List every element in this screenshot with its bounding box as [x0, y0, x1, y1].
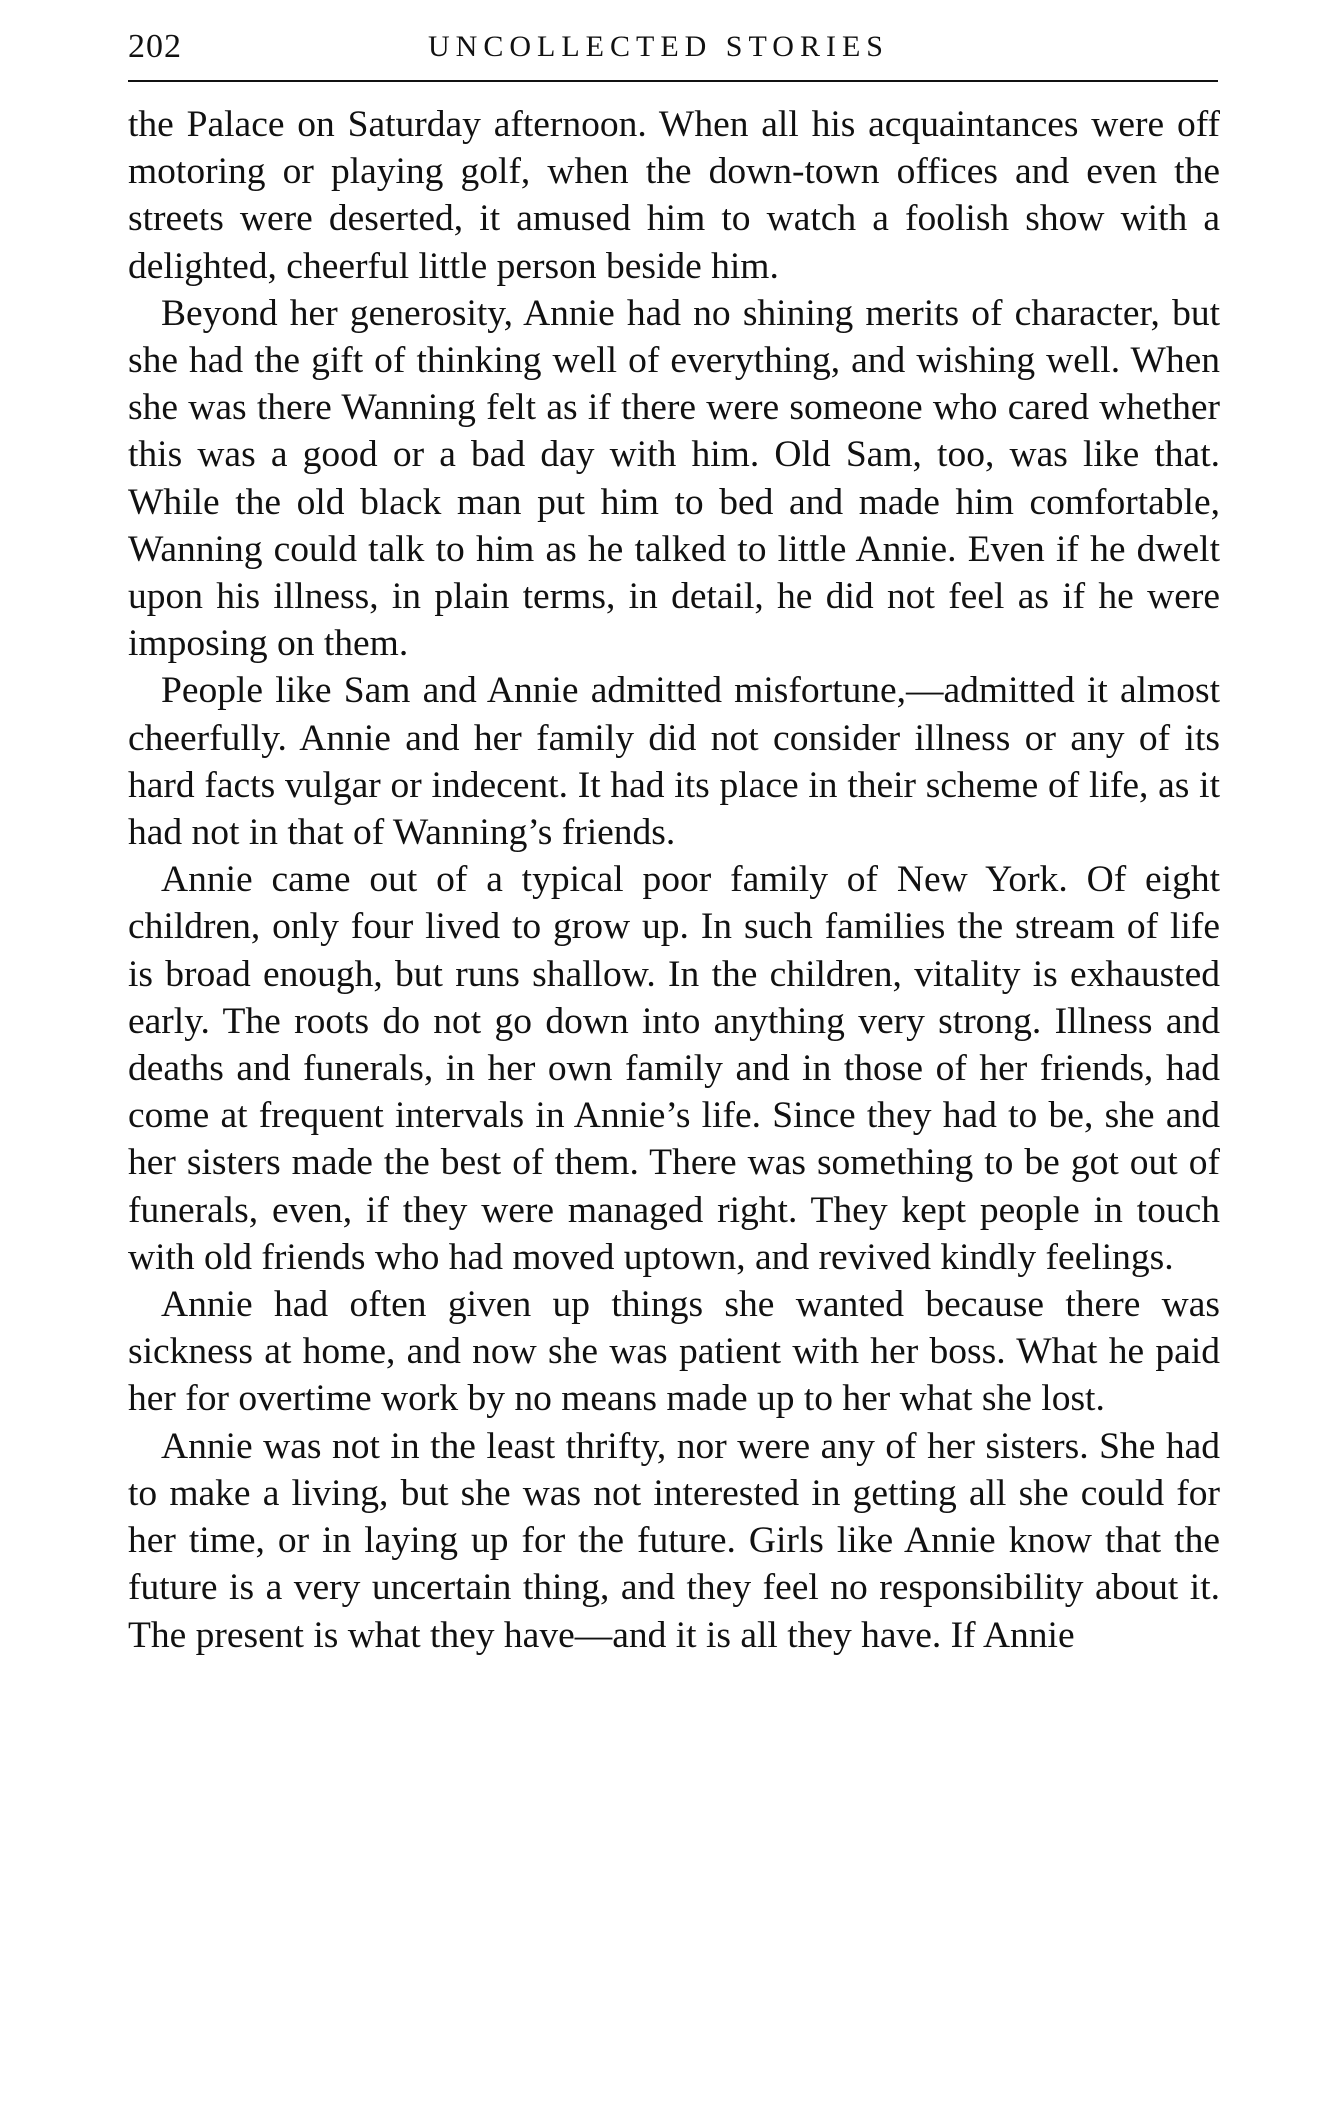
paragraph: Annie was not in the least thrifty, nor were any of her sisters. She had to make a living, but she was not interested in getting all she could for her time, or in laying up for the future. Girls like Annie know that the future is a very uncertain thing, and they feel no responsibility about it. The present is what they have—and it is all they have. If Annie	[128, 1425, 1220, 1656]
running-title: UNCOLLECTED STORIES	[428, 30, 889, 63]
paragraph: Annie came out of a typical poor family of New York. Of eight children, only four lived to grow up. In such families the stream of life is broad enough, but runs shallow. In the children, vitality is exhausted early. The roots do not go down into anything very strong. Illness and deaths and funerals, in her own family and in those of her friends, had come at frequent intervals in Annie’s life. Since they had to be, she and her sisters made the best of them. There was something to be got out of funerals, even, if they were managed right. They kept people in touch with old friends who had moved uptown, and revived kindly feelings.	[128, 859, 1220, 1278]
paragraph: Beyond her generosity, Annie had no shining merits of character, but she had the gift of thinking well of everything, and wishing well. When she was there Wanning felt as if there were someone who cared whether this was a good or a bad day with him. Old Sam, too, was like that. While the old black man put him to bed and made him comfortable, Wanning could talk to him as he talked to little Annie. Even if he dwelt upon his illness, in plain terms, in detail, he did not feel as if he were imposing on them.	[128, 292, 1220, 665]
page-number: 202	[128, 28, 182, 65]
header-rule	[128, 80, 1218, 82]
paragraph: Annie had often given up things she wanted because there was sickness at home, and now she was patient with her boss. What he paid her for overtime work by no means made up to her what she lost.	[128, 1284, 1220, 1420]
running-head	[128, 22, 1218, 82]
body-text	[128, 101, 1220, 1659]
paragraph: People like Sam and Annie admitted misfortune,—admitted it almost cheerfully. Annie and her family did not consider illness or any of its hard facts vulgar or indecent. It had its place in their scheme of life, as it had not in that of Wanning’s friends.	[128, 670, 1220, 854]
paragraph: the Palace on Saturday afternoon. When all his acquaintances were off motoring or playing golf, when the down-town offices and even the streets were deserted, it amused him to watch a foolish show with a delighted, cheerful little person beside him.	[128, 104, 1220, 287]
